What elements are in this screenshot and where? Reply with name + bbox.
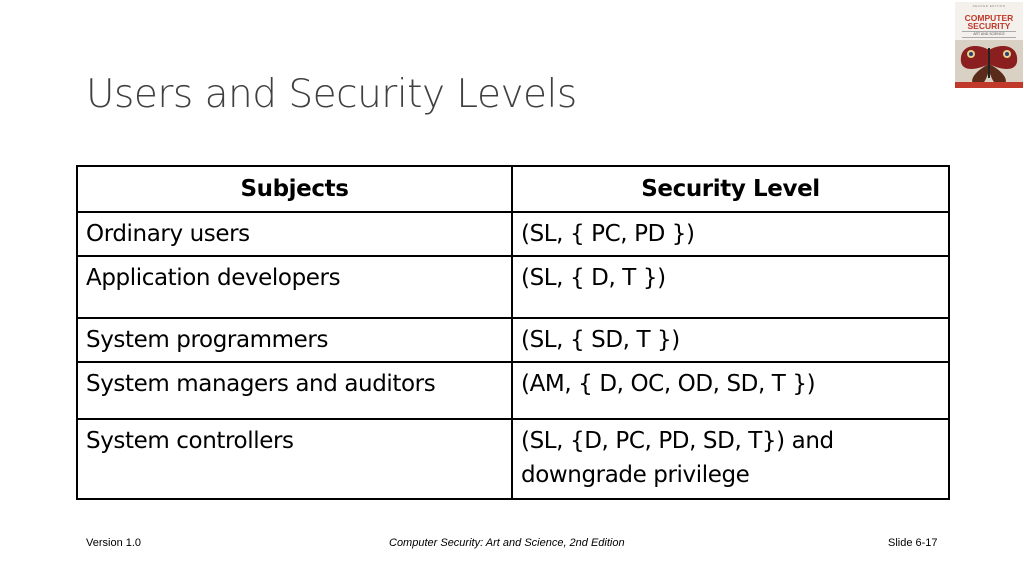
table-row (77, 318, 949, 362)
table-header-row (77, 166, 949, 212)
security-level-cell: (SL, { D, T }) (512, 256, 949, 318)
footer-slide-number: Slide 6-17 (888, 537, 938, 549)
slide-title: Users and Security Levels (86, 72, 577, 117)
security-levels-table (76, 165, 950, 500)
subject-cell: System managers and auditors (77, 362, 512, 419)
header-subjects: Subjects (77, 166, 512, 212)
subject-cell: Ordinary users (77, 212, 512, 256)
table-row (77, 419, 949, 499)
table-row (77, 362, 949, 419)
header-security-level: Security Level (512, 166, 949, 212)
book-title-line1: COMPUTER (964, 13, 1014, 23)
book-title (955, 14, 1023, 30)
security-level-cell: (SL, { PC, PD }) (512, 212, 949, 256)
security-level-cell: (SL, { SD, T }) (512, 318, 949, 362)
subject-cell: System controllers (77, 419, 512, 499)
subject-cell: System programmers (77, 318, 512, 362)
footer-book-title: Computer Security: Art and Science, 2nd Edition (389, 537, 625, 549)
subject-cell: Application developers (77, 256, 512, 318)
book-subtitle: ART AND SCIENCE (962, 31, 1016, 38)
security-level-cell: (AM, { D, OC, OD, SD, T }) (512, 362, 949, 419)
table-row (77, 212, 949, 256)
book-edition: SECOND EDITION (972, 4, 1006, 8)
book-cover-thumbnail (955, 2, 1023, 88)
table-row (77, 256, 949, 318)
footer-version: Version 1.0 (86, 537, 142, 549)
security-level-cell: (SL, {D, PC, PD, SD, T}) and downgrade privilege (512, 419, 949, 499)
butterfly-cover-image (955, 40, 1023, 88)
book-title-line2: SECURITY (967, 21, 1011, 31)
